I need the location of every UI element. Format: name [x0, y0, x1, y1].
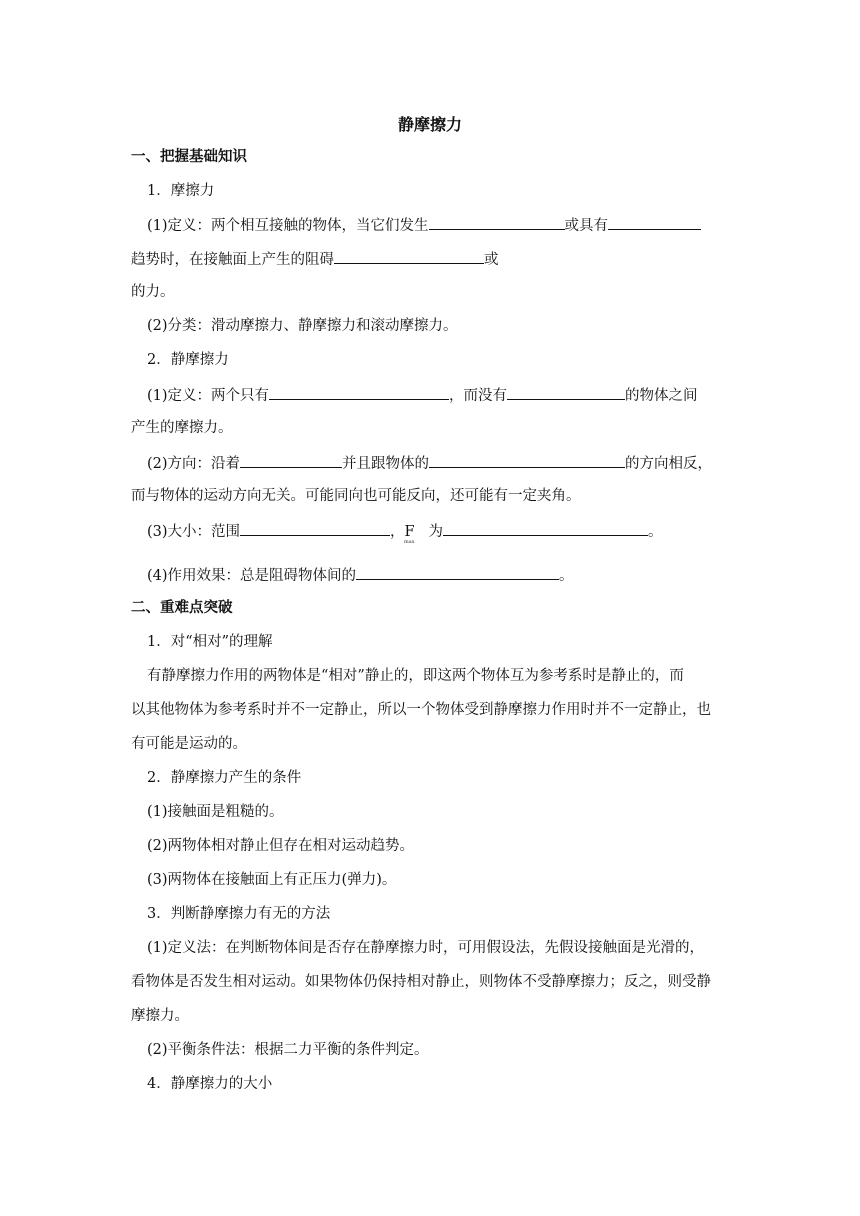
- effect-line: [147, 564, 747, 586]
- direction-line2: 而与物体的运动方向无关。可能同向也可能反向，还可能有一定夹角。: [131, 488, 581, 504]
- method1-line1: (1)定义法：在判断物体间是否存在静摩擦力时，可用假设法，先假设接触面是光滑的，: [147, 940, 705, 956]
- blank-relative-motion: [429, 214, 565, 230]
- blank-contact-surface: [240, 452, 342, 468]
- effect-end: 。: [559, 568, 574, 584]
- item1-title: 1．摩擦力: [147, 183, 215, 199]
- friction-def-line2-suffix: 或: [484, 252, 499, 268]
- static-def-prefix: (1)定义：两个只有: [147, 388, 270, 404]
- blank-relative-trend: [608, 214, 701, 230]
- static-def-suffix: 的物体之间: [625, 388, 698, 404]
- p1-line2: 以其他物体为参考系时并不一定静止，所以一个物体受到静摩擦力作用时并不一定静止，也: [131, 702, 711, 718]
- direction-suffix: 的方向相反，: [625, 456, 713, 472]
- blank-relative-trend-direction: [429, 452, 625, 468]
- p1-line1: 有静摩擦力作用的两物体是“相对”静止的，即这两个物体互为参考系时是静止的，而: [147, 668, 684, 684]
- condition-3: (3)两物体在接触面上有正压力(弹力)。: [147, 872, 397, 888]
- size-prefix: (3)大小：范围: [147, 524, 241, 540]
- blank-hinder-motion: [334, 248, 484, 264]
- blank-relative-motion-none: [507, 384, 625, 400]
- method1-line2: 看物体是否发生相对运动。如果物体仍保持相对静止，则物体不受静摩擦力；反之，则受静: [131, 974, 711, 990]
- size-end: 。: [647, 524, 663, 540]
- section2-heading: 二、重难点突破: [131, 600, 233, 616]
- static-def-line2: 产生的摩擦力。: [131, 420, 233, 436]
- p3-title: 3．判断静摩擦力有无的方法: [147, 906, 331, 922]
- condition-1: (1)接触面是粗糙的。: [147, 804, 284, 820]
- direction-prefix: (2)方向：沿着: [147, 456, 241, 472]
- item2-title: 2．静摩擦力: [147, 352, 229, 368]
- p1-title: 1．对“相对”的理解: [147, 634, 273, 650]
- direction-mid: 并且跟物体的: [342, 456, 430, 472]
- blank-size-range: [240, 520, 390, 536]
- friction-def-prefix: (1)定义：两个相互接触的物体，当它们发生: [147, 218, 429, 234]
- blank-effect: [356, 564, 559, 580]
- p1-line3: 有可能是运动的。: [131, 736, 247, 752]
- fmax-subscript: max: [404, 539, 415, 545]
- static-def-mid: ，而没有: [449, 388, 508, 404]
- condition-2: (2)两物体相对静止但存在相对运动趋势。: [147, 838, 415, 854]
- method2: (2)平衡条件法：根据二力平衡的条件判定。: [147, 1042, 429, 1058]
- size-mid: 为: [428, 524, 443, 540]
- section1-heading: 一、把握基础知识: [131, 149, 247, 165]
- size-line: [147, 520, 747, 545]
- friction-def-line2-prefix: 趋势时，在接触面上产生的阻碍: [131, 252, 334, 268]
- p2-title: 2．静摩擦力产生的条件: [147, 770, 302, 786]
- blank-max-static-friction: [443, 520, 648, 536]
- friction-def-line3: 的力。: [131, 284, 175, 300]
- friction-def-line1: [147, 214, 747, 236]
- friction-classification: (2)分类：滑动摩擦力、静摩擦力和滚动摩擦力。: [147, 318, 458, 334]
- friction-def-mid: 或具有: [564, 218, 609, 234]
- p4-title: 4．静摩擦力的大小: [147, 1076, 273, 1092]
- method1-line3: 摩擦力。: [131, 1008, 189, 1024]
- blank-relative-trend-only: [269, 384, 449, 400]
- direction-line1: [147, 452, 731, 474]
- fmax-symbol: [390, 522, 415, 545]
- effect-prefix: (4)作用效果：总是阻碍物体间的: [147, 568, 357, 584]
- page-title: 静摩擦力: [397, 115, 462, 134]
- static-def-line1: [147, 384, 747, 406]
- friction-def-line2: [131, 248, 731, 270]
- size-comma-f: ，F: [390, 524, 415, 540]
